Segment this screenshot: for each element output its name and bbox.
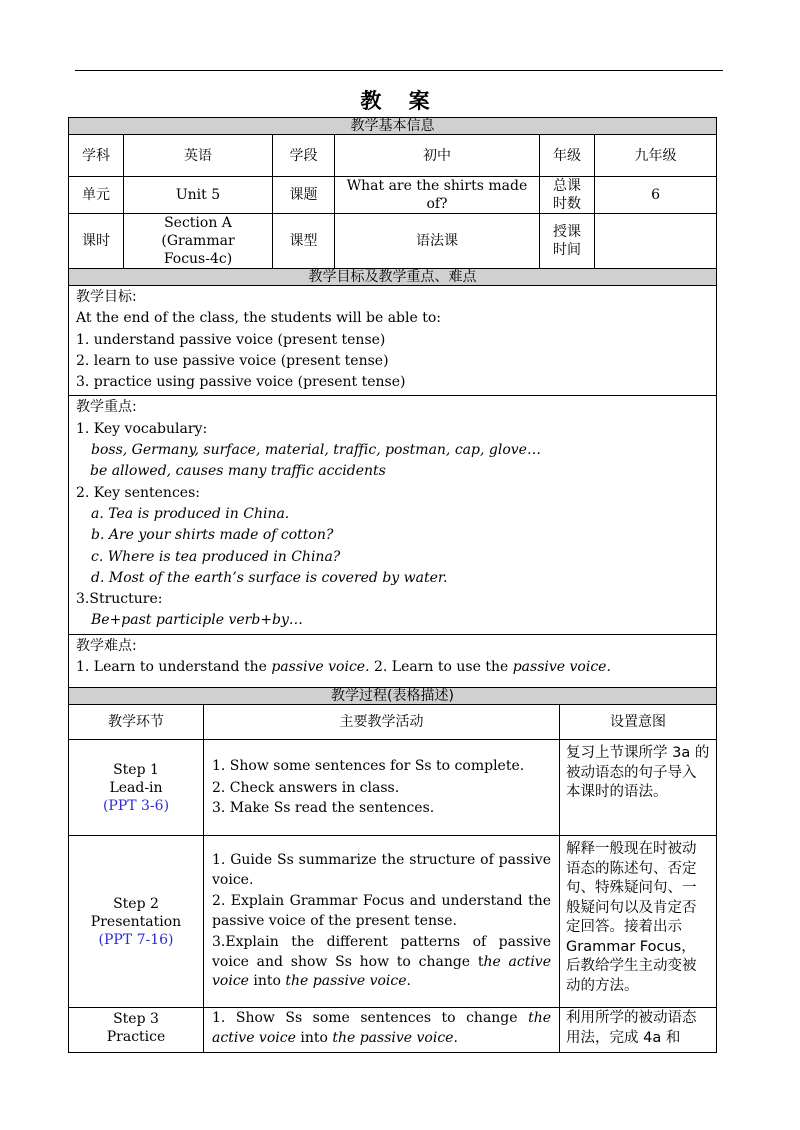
step-name: Practice [106, 1029, 166, 1045]
step-cell [69, 836, 204, 1008]
key-vocab-phrase: be allowed [90, 463, 167, 480]
key-vocab-line-1: boss, Germany, surface, material, traffic, postman, cap, glove… [91, 442, 541, 459]
structure-value: Be+past participle verb+by… [91, 612, 303, 629]
activity-text: 1. Show Ss some sentences to change [212, 1010, 529, 1026]
table-row [69, 836, 717, 1008]
unit-label: 单元 [69, 177, 124, 214]
activity-cell [204, 836, 560, 1008]
step-cell [69, 740, 204, 836]
activity-item [212, 933, 551, 992]
activity-term: the passive voice [332, 1029, 454, 1046]
difficulty-1: 1. Learn to understand the [76, 659, 272, 676]
structure-label: 3.Structure: [76, 591, 163, 608]
step-name: Presentation [90, 913, 182, 930]
period-line-3: Focus-4c) [163, 251, 233, 267]
step-number: Step 3 [113, 1011, 159, 1027]
key-sentence: b. Are your shirts made of cotton? [91, 527, 334, 544]
activity-item: 2. Check answers in class. [212, 780, 400, 797]
step-number: Step 1 [113, 761, 159, 778]
activity-text: . [406, 973, 411, 990]
period-value [124, 214, 273, 269]
key-vocab-phrase-rest: , causes many traffic accidents [166, 463, 386, 480]
activity-term: the active voice [212, 1010, 551, 1046]
period-line-2: (Grammar [161, 233, 235, 249]
process-table [68, 687, 717, 1053]
difficulty-items [76, 657, 709, 678]
basic-info-header: 教学基本信息 [69, 118, 717, 135]
key-points-label: 教学重点: [76, 399, 137, 416]
objective-item: 2. learn to use passive voice (present tense) [76, 352, 389, 369]
header-rule [75, 70, 723, 71]
activity-cell [204, 1008, 560, 1053]
objectives-intro: At the end of the class, the students will be able to: [76, 310, 441, 327]
key-sentences-label: 2. Key sentences: [76, 484, 200, 501]
key-vocab-line-2 [76, 461, 709, 482]
table-row [69, 1008, 717, 1053]
ppt-ref: (PPT 7-16) [98, 931, 174, 948]
grade-label: 年级 [540, 135, 595, 177]
col-step-header: 教学环节 [69, 705, 204, 740]
activity-text: . [453, 1029, 458, 1046]
objectives-label: 教学目标: [76, 289, 137, 305]
key-sentence: a. Tea is produced in China. [91, 505, 290, 522]
key-vocab-label: 1. Key vocabulary: [76, 420, 208, 437]
topic-label: 课题 [273, 177, 335, 214]
objective-item: 1. understand passive voice (present tense) [76, 331, 386, 348]
key-sentence: c. Where is tea produced in China? [91, 548, 341, 565]
difficulty-2: 2. Learn to use the [369, 659, 513, 676]
total-hours-label: 总课时数 [540, 177, 595, 214]
table-row [69, 740, 717, 836]
col-activity-header: 主要教学活动 [204, 705, 560, 740]
goals-header: 教学目标及教学重点、难点 [69, 269, 717, 286]
activity-item: 3. Make Ss read the sentences. [212, 799, 435, 816]
topic-value: What are the shirts made of? [335, 177, 540, 214]
type-value: 语法课 [335, 214, 540, 269]
stage-label: 学段 [273, 135, 335, 177]
key-sentence: d. Most of the earth’s surface is covered by water. [91, 569, 448, 586]
unit-value: Unit 5 [124, 177, 273, 214]
period-line-1: Section A [164, 215, 232, 231]
activity-item: 1. Show some sentences for Ss to complete. [212, 757, 525, 774]
difficulty-1-term: passive voice. [271, 659, 370, 676]
activity-item [212, 1009, 551, 1048]
step-name: Lead-in [109, 779, 163, 796]
purpose-cell: 复习上节课所学 3a 的被动语态的句子导入本课时的语法。 [560, 740, 717, 836]
activity-text: into [248, 973, 286, 990]
basic-info-table [68, 117, 717, 703]
activity-term: the passive voice [285, 973, 407, 990]
subject-value: 英语 [124, 135, 273, 177]
subject-label: 学科 [69, 135, 124, 177]
activity-text: into [295, 1029, 333, 1046]
stage-value: 初中 [335, 135, 540, 177]
activity-text: 3.Explain the different patterns of passive voice and show Ss how to change t [212, 934, 551, 970]
difficulty-2-term: passive voice. [512, 659, 611, 676]
purpose-cell: 利用所学的被动语态用法，完成 4a 和 [560, 1008, 717, 1053]
process-header: 教学过程(表格描述) [69, 688, 717, 705]
objective-item: 3. practice using passive voice (present tense) [76, 374, 406, 391]
grade-value: 九年级 [595, 135, 717, 177]
activity-term: he active voice [212, 953, 551, 990]
step-cell [69, 1008, 204, 1053]
step-number: Step 2 [113, 895, 159, 912]
purpose-cell: 解释一般现在时被动语态的陈述句、否定句、特殊疑问句、一般疑问句以及肯定否定回答。接着出示 Grammar Focus，后教给学生主动变被动的方法。 [560, 836, 717, 1008]
activity-item: 1. Guide Ss summarize the structure of passive voice. [212, 852, 551, 888]
col-purpose-header: 设置意图 [560, 705, 717, 740]
type-label: 课型 [273, 214, 335, 269]
activity-item: 2. Explain Grammar Focus and understand the passive voice of the present tense. [212, 893, 551, 929]
time-value [595, 214, 717, 269]
activity-cell [204, 740, 560, 836]
doc-title: 教 案 [360, 89, 440, 113]
key-points-section [69, 396, 717, 634]
objectives-section [69, 286, 717, 396]
period-label: 课时 [69, 214, 124, 269]
total-hours-value: 6 [595, 177, 717, 214]
time-label: 授课时间 [540, 214, 595, 269]
ppt-ref: (PPT 3-6) [102, 797, 170, 814]
difficulty-label: 教学难点: [76, 637, 137, 654]
